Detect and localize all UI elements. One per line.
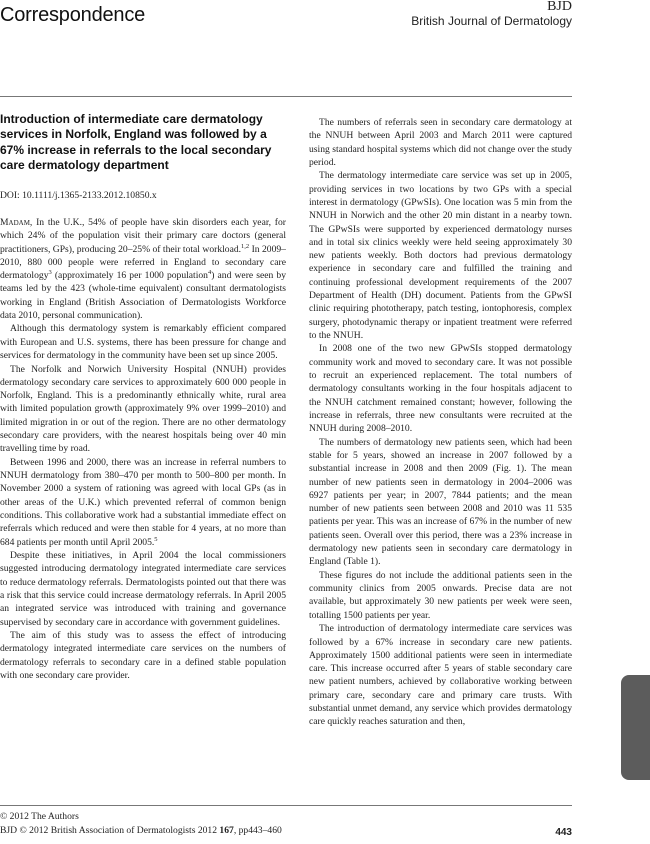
page-number: 443 bbox=[555, 827, 572, 838]
paragraph: The aim of this study was to assess the effect of introducing dermatology integrated intermediate care services on the numbers of dermatology referrals to secondary care in a defined stable population with one secondary care provider. bbox=[0, 630, 286, 681]
paragraph: Although this dermatology system is remarkably efficient compared with European and U.S. systems, there has been pressure for change and services for dermatology in the community have been set up since 2005. bbox=[0, 323, 286, 362]
section-heading: Correspondence bbox=[0, 4, 146, 26]
paragraph: Between 1996 and 2000, there was an increase in referral numbers to NNUH dermatology from 380–470 per month to 500–800 per month. In November 2000 a system of rationing was agreed with local GPs (as in other areas of the U.K.) which prevented referral of common benign conditions. This collaborative work had a substantial immediate effect on referrals which reduced and were then stable for 4 years, at no more than 684 patients per month until April 2005.$^5$ bbox=[0, 456, 286, 548]
paragraph: The numbers of referrals seen in secondary care dermatology at the NNUH between April 2003 and March 2011 were captured using standard hospital systems which did not change over the study period. bbox=[309, 117, 572, 168]
volume-number: 167 bbox=[219, 825, 234, 836]
journal-name: British Journal of Dermatology bbox=[411, 14, 572, 28]
copyright-authors: © 2012 The Authors bbox=[0, 811, 79, 822]
paragraph: In 2008 one of the two new GPwSIs stopped dermatology community work and moved to secondary care. It was not possible to recruit an experienced replacement. The total numbers of dermatology consultants working in the four hospitals adjacent to the NNUH catchment remained constant; however, following the increase in referrals, three new consultants were recruited at the NNUH during 2008–2010. bbox=[309, 343, 572, 435]
citation[interactable]: 4 bbox=[207, 268, 212, 276]
article-doi[interactable]: DOI: 10.1111/j.1365-2133.2012.10850.x bbox=[0, 189, 157, 201]
copyright-journal: BJD © 2012 British Association of Dermatologists 2012 167, pp443–460 bbox=[0, 825, 282, 836]
paragraph: These figures do not include the additional patients seen in the community clinics from 2005 onwards. Precise data are not available, but approximately 30 new patients per week were seen, totalling 1500 patients per year. bbox=[309, 569, 572, 621]
header-rule bbox=[0, 96, 572, 97]
paragraph: The numbers of dermatology new patients seen, which had been stable for 5 years, showed an increase in 2007 followed by a substantial increase in 2008 and then 2009 (Fig. 1). The mean number of new patients seen in dermatology in 2004–2006 was 6927 patients per year; in 2007, 7844 patients; and the mean number of new patients seen between 2008 and 2010 was 11 535 patients per year. This was an increase of 67% in the number of new patients seen. Overall over this period, there was a 23% increase in dermatology new patients seen in secondary care dermatology in England (Table 1). bbox=[309, 436, 572, 568]
journal-abbreviation: BJD bbox=[547, 0, 572, 14]
paragraph: Despite these initiatives, in April 2004 the local commissioners suggested introducing dermatology integrated intermediate care services to reduce dermatology referrals. Dermatologists pointed out that there was a risk that this service could increase dermatology referrals. In April 2005 an integrated service was introduced with training and governance supervised by secondary care in accordance with government guidelines. bbox=[0, 550, 286, 628]
paragraph: The dermatology intermediate care service was set up in 2005, providing services in two locations by two GPs with a special interest in dermatology (GPwSIs). One location was 5 min from the NNUH in Norwich and the other 20 min distant in a nearby town. The GPwSIs were supported by experienced dermatology nurses and in total six clinics weekly were held seeing approximately 30 new patients weekly. Both doctors had previous dermatology experience in secondary care and fulfilled the training and continuing professional development requirements of the 2007 Department of Health (DH) document. Patients from the GPwSI clinic requiring phototherapy, patch testing, iontophoresis, complex surgery, photodynamic therapy or inpatient treatment were referred to the NNUH. bbox=[309, 170, 572, 341]
right-column bbox=[309, 116, 572, 729]
article-title: Introduction of intermediate care dermatology services in Norfolk, England was followed by a 67% increase in referrals to the local secondary care dermatology department bbox=[0, 112, 272, 173]
paragraph: The Norfolk and Norwich University Hospital (NNUH) provides dermatology secondary care services to approximately 600 000 people in Norfolk, England. This is a predominantly ethnically white, rural area with limited population growth (approximately 9% over 1999–2010) and limited migration in or out of the region. There are no other dermatology secondary care providers, with the nearest hospitals being over 40 min travelling time by road. bbox=[0, 363, 286, 455]
paragraph: The introduction of dermatology intermediate care services was followed by a 67% increase in secondary care new patients. Approximately 1500 additional patients were seen in intermediate care. This increase occurred after 5 years of stable secondary care new patient numbers, achieved by collaborative working between primary care, secondary care and primary care trusts. With substantial unmet demand, any service which provides dermatology care quickly reaches saturation and then, bbox=[309, 623, 572, 728]
left-column bbox=[0, 112, 286, 682]
citation[interactable]: 3 bbox=[48, 268, 52, 276]
citation[interactable]: 5 bbox=[154, 535, 158, 543]
footer-rule bbox=[0, 805, 572, 806]
citation[interactable]: 1,2 bbox=[241, 242, 250, 250]
paragraph: Madam, In the U.K., 54% of people have skin disorders each year, for which 24% of the population visit their primary care doctors (general practitioners, GPs), producing 20–25% of their total workload.$^{1,2}$ In 2009–2010, 880 000 people were referred in England to secondary care dermatology$^3$ (approximately 16 per 1000 population$^4$) and were seen by teams led by the 423 (whole-time equivalent) consultant dermatologists working in England (British Association of Dermatologists Workforce data 2010, personal communication). bbox=[0, 216, 287, 321]
salutation: Madam, bbox=[0, 216, 33, 228]
section-side-tab bbox=[621, 675, 650, 780]
